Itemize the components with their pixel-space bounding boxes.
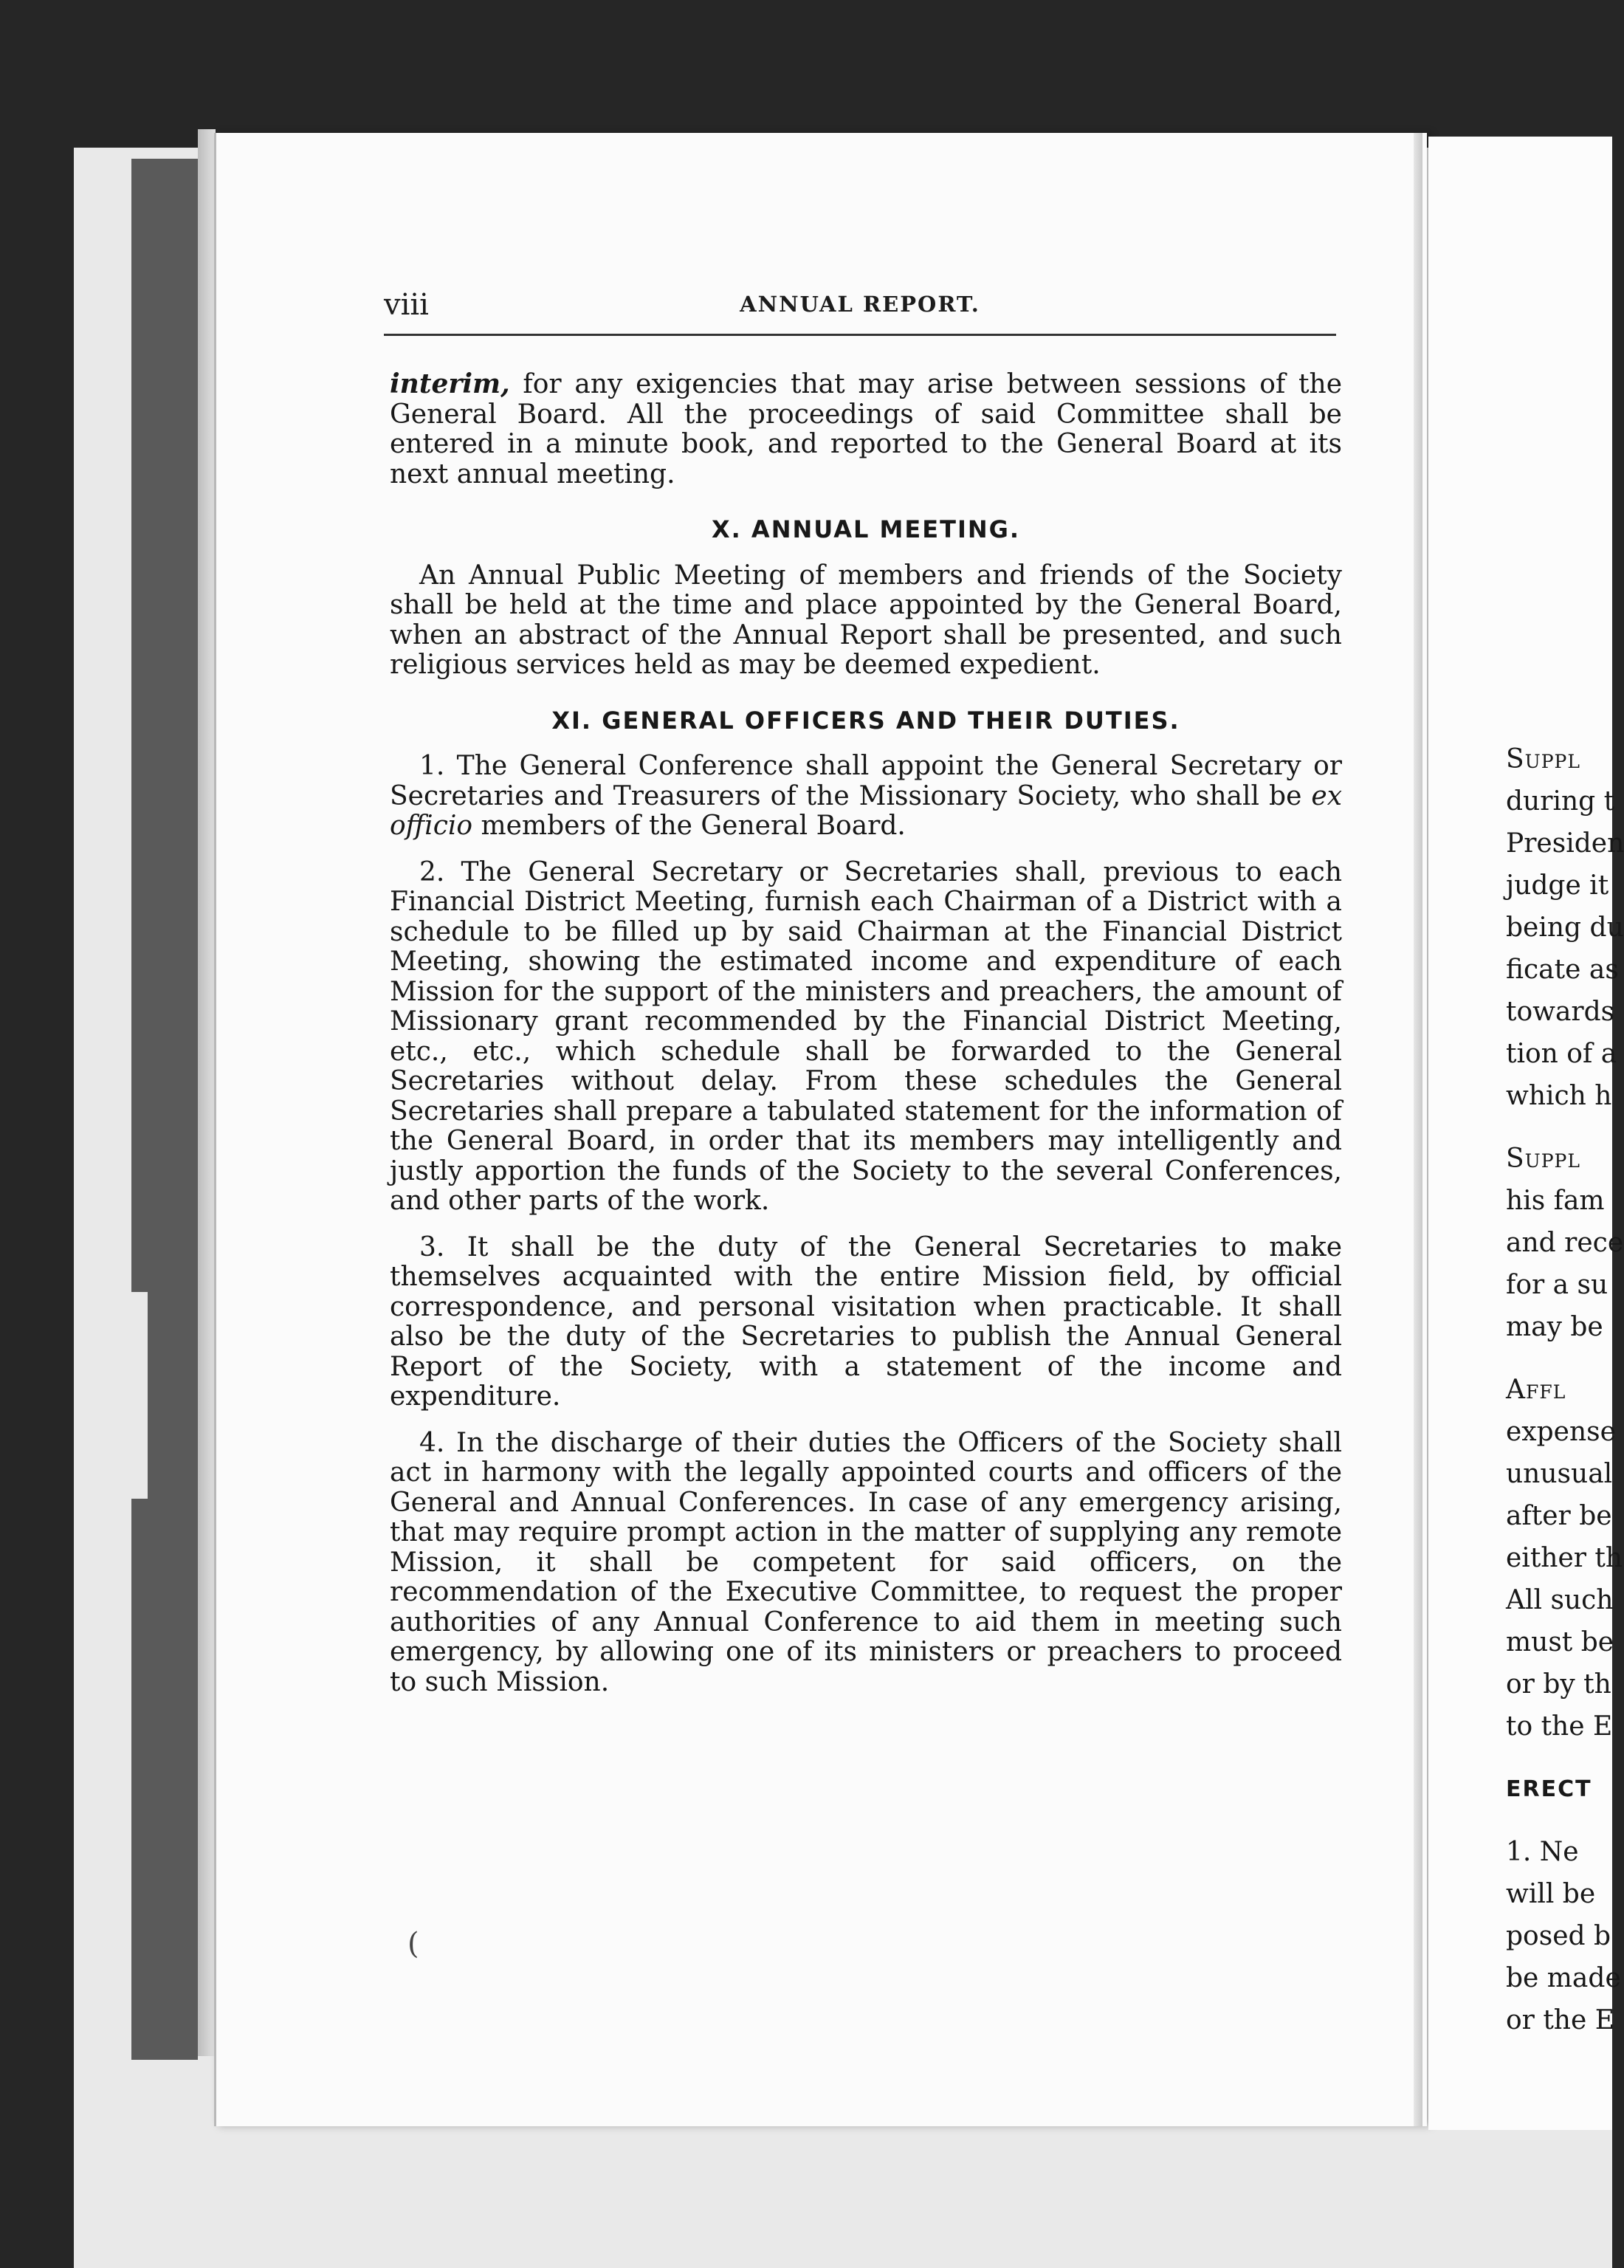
right-page-line: or by th — [1506, 1669, 1611, 1700]
officers-paragraph-1: 1. The General Conference shall appoint the General Secretary or Secretaries and Treasurers of the Missionary Society, who shall be ex officio members of the General Board. — [390, 751, 1342, 841]
right-page-line: must be — [1506, 1627, 1614, 1657]
right-page-line: which h — [1506, 1081, 1612, 1111]
right-page-line: being du — [1506, 913, 1624, 943]
right-page-line: or the E — [1506, 2005, 1615, 2035]
book-edge-notch — [118, 1292, 148, 1499]
continuation-italic: interim, — [390, 368, 510, 399]
right-page-line: to the E — [1506, 1711, 1613, 1742]
section-heading-general-officers: XI. GENERAL OFFICERS AND THEIR DUTIES. — [551, 706, 1180, 735]
page-number: viii — [384, 288, 429, 322]
continuation-text: for any exigencies that may arise between sessions of the General Board. All the proceedings of said Committee shall be entered in a minute book, and reported to the General Board at its next annual meeting. — [390, 369, 1342, 489]
right-page-line: All such — [1506, 1585, 1614, 1615]
right-page-line: Suppl — [1506, 1144, 1580, 1174]
officers-paragraph-3: 3. It shall be the duty of the General Secretaries to make themselves acquainted with the entire Mission field, by official correspondence, and personal visitation when practicable. It shall also be the duty of the Secretaries to publish the Annual General Report of the Society, with a statement of the income and expenditure. — [390, 1231, 1342, 1412]
page-gutter — [198, 129, 216, 2056]
right-page-line: may be — [1506, 1312, 1603, 1342]
running-head — [384, 288, 1336, 332]
right-page-line: expense — [1506, 1417, 1616, 1447]
section-heading-annual-meeting: X. ANNUAL MEETING. — [711, 515, 1021, 543]
right-page-line: tion of a — [1506, 1039, 1617, 1069]
right-page-line: Affl — [1506, 1375, 1566, 1405]
page-fold — [1414, 133, 1422, 2126]
right-page-line: his fam — [1506, 1186, 1605, 1216]
header-rule — [384, 334, 1336, 336]
right-page-line: and rece — [1506, 1228, 1624, 1258]
right-page-fragments — [1506, 738, 1624, 2041]
continuation-paragraph — [390, 369, 1342, 489]
book-edge-shadow — [131, 159, 198, 2060]
page-body — [390, 369, 1342, 1697]
right-page-line: Presiden — [1506, 828, 1624, 859]
right-page-line: either th — [1506, 1543, 1623, 1573]
right-page-line: ERECT — [1506, 1776, 1592, 1802]
officers-paragraph-2: 2. The General Secretary or Secretaries shall, previous to each Financial District Meeting, furnish each Chairman of a District with a schedule to be filled up by said Chairman at the Financial District Meeting, showing the estimated income and expenditure of each Mission for the support of the ministers and preachers, the amount of Missionary grant recommended by the Financial District Meeting, etc., etc., which schedule shall be forwarded to the General Secretaries without delay. From these schedules the General Secretaries shall prepare a tabulated statement for the information of the General Board, in order that its members may intelligently and justly apportion the funds of the Society to the several Conferences, and other parts of the work. — [390, 856, 1342, 1216]
right-page-line: ficate as — [1506, 955, 1619, 985]
right-page-line: unusual — [1506, 1459, 1613, 1489]
right-page-line: during t — [1506, 786, 1615, 817]
ex-officio-italic: ex officio — [390, 780, 1342, 841]
right-page-line: for a su — [1506, 1270, 1608, 1300]
right-page-line: will be — [1506, 1879, 1596, 1909]
right-page-line: Suppl — [1506, 744, 1580, 774]
annual-meeting-paragraph: An Annual Public Meeting of members and friends of the Society shall be held at the time and place appointed by the General Board, when an abstract of the Annual Report shall be presented, and such religious services held as may be deemed expedient. — [390, 560, 1342, 680]
stray-mark: ( — [407, 1927, 419, 1961]
right-page-line: be made — [1506, 1963, 1621, 1993]
right-page-line: after be — [1506, 1501, 1612, 1531]
right-page-line: posed b — [1506, 1921, 1611, 1951]
right-page-line: 1. Ne — [1506, 1837, 1579, 1867]
right-page-line: towards — [1506, 997, 1615, 1027]
right-page-line: judge it — [1506, 870, 1609, 901]
running-title: ANNUAL REPORT. — [740, 292, 980, 317]
officers-paragraph-4: 4. In the discharge of their duties the Officers of the Society shall act in harmony with the legally appointed courts and officers of the General and Annual Conferences. In case of any emergency arising, that may require prompt action in the matter of supplying any remote Mission, it shall be competent for said officers, on the recommendation of the Executive Committee, to request the proper authorities of any Annual Conference to aid them in meeting such emergency, by allowing one of its ministers or preachers to proceed to such Mission. — [390, 1427, 1342, 1697]
